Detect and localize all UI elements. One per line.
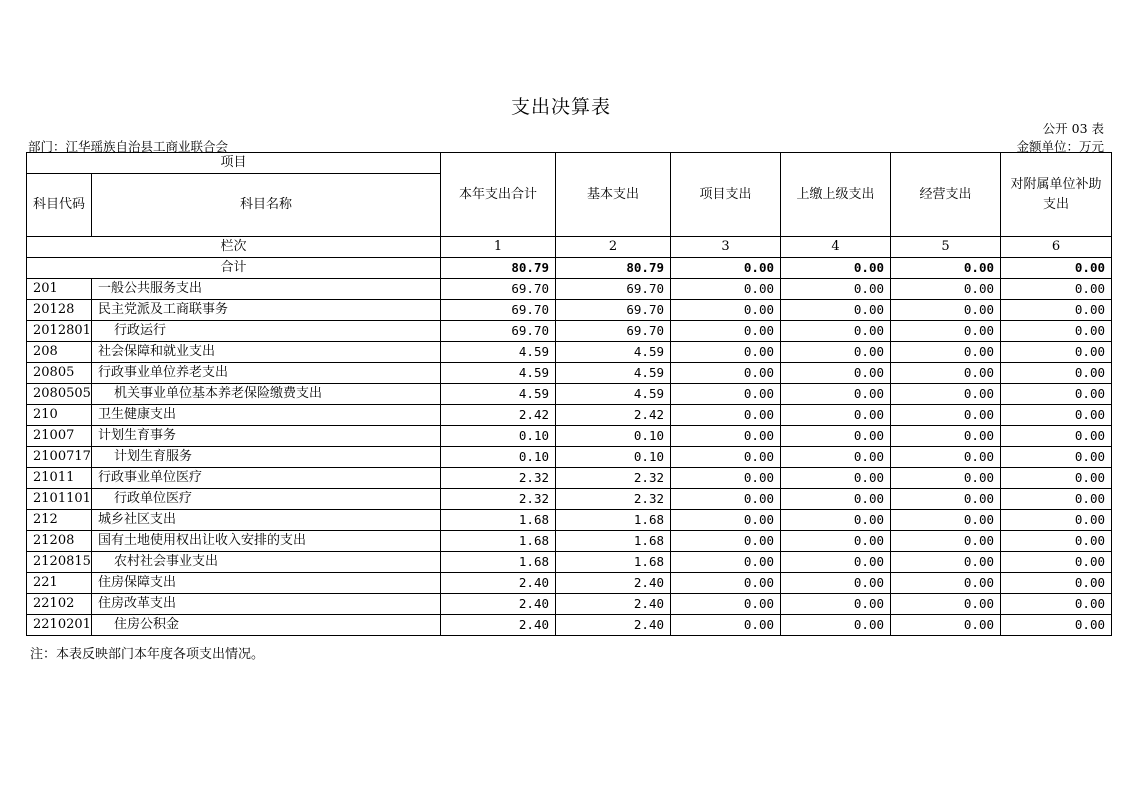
row-value: 0.00 bbox=[781, 489, 891, 510]
table-row bbox=[27, 384, 1112, 405]
row-value: 0.00 bbox=[891, 489, 1001, 510]
header-subsidy: 对附属单位补助支出 bbox=[1001, 153, 1112, 237]
row-value: 69.70 bbox=[441, 300, 556, 321]
row-value: 0.00 bbox=[671, 405, 781, 426]
row-value: 0.00 bbox=[671, 594, 781, 615]
header-basic: 基本支出 bbox=[556, 153, 671, 237]
row-value: 0.00 bbox=[891, 363, 1001, 384]
table-note: 注：本表反映部门本年度各项支出情况。 bbox=[30, 647, 265, 662]
row-value: 0.00 bbox=[671, 531, 781, 552]
row-value: 0.00 bbox=[891, 300, 1001, 321]
row-value: 0.00 bbox=[781, 384, 891, 405]
row-code: 21208 bbox=[27, 531, 92, 552]
row-value: 0.00 bbox=[781, 405, 891, 426]
header-row-column-numbers bbox=[27, 237, 1112, 258]
table-row bbox=[27, 279, 1112, 300]
row-value: 0.00 bbox=[1001, 321, 1112, 342]
total-label: 合计 bbox=[27, 258, 441, 279]
table-row bbox=[27, 342, 1112, 363]
row-value: 0.00 bbox=[671, 384, 781, 405]
row-value: 0.00 bbox=[891, 531, 1001, 552]
row-value: 1.68 bbox=[556, 552, 671, 573]
row-value: 0.00 bbox=[1001, 489, 1112, 510]
row-value: 0.00 bbox=[781, 573, 891, 594]
row-value: 0.00 bbox=[891, 510, 1001, 531]
row-name: 国有土地使用权出让收入安排的支出 bbox=[92, 531, 441, 552]
row-value: 0.00 bbox=[891, 384, 1001, 405]
row-code: 20128 bbox=[27, 300, 92, 321]
row-name: 农村社会事业支出 bbox=[92, 552, 441, 573]
row-value: 0.00 bbox=[671, 489, 781, 510]
row-value: 0.00 bbox=[1001, 342, 1112, 363]
row-value: 0.00 bbox=[671, 573, 781, 594]
row-value: 0.00 bbox=[891, 468, 1001, 489]
row-value: 0.00 bbox=[1001, 405, 1112, 426]
row-code: 2080505 bbox=[27, 384, 92, 405]
row-value: 0.00 bbox=[891, 552, 1001, 573]
row-value: 0.00 bbox=[891, 615, 1001, 636]
row-value: 0.00 bbox=[1001, 552, 1112, 573]
row-value: 69.70 bbox=[556, 300, 671, 321]
row-name: 计划生育事务 bbox=[92, 426, 441, 447]
table-row bbox=[27, 468, 1112, 489]
row-value: 1.68 bbox=[556, 531, 671, 552]
row-name: 住房公积金 bbox=[92, 615, 441, 636]
row-value: 0.00 bbox=[1001, 573, 1112, 594]
row-value: 0.00 bbox=[891, 573, 1001, 594]
row-value: 0.00 bbox=[1001, 279, 1112, 300]
row-value: 0.00 bbox=[1001, 615, 1112, 636]
row-value: 2.32 bbox=[556, 489, 671, 510]
row-code: 2012801 bbox=[27, 321, 92, 342]
row-value: 0.10 bbox=[441, 447, 556, 468]
table-row bbox=[27, 489, 1112, 510]
row-code: 212 bbox=[27, 510, 92, 531]
row-name: 卫生健康支出 bbox=[92, 405, 441, 426]
row-value: 69.70 bbox=[441, 279, 556, 300]
total-value: 0.00 bbox=[891, 258, 1001, 279]
row-value: 1.68 bbox=[441, 552, 556, 573]
row-value: 0.10 bbox=[556, 426, 671, 447]
row-name: 行政事业单位医疗 bbox=[92, 468, 441, 489]
row-name: 住房改革支出 bbox=[92, 594, 441, 615]
row-code: 201 bbox=[27, 279, 92, 300]
row-value: 4.59 bbox=[441, 384, 556, 405]
row-value: 0.00 bbox=[1001, 426, 1112, 447]
header-project: 项目支出 bbox=[671, 153, 781, 237]
row-value: 1.68 bbox=[441, 531, 556, 552]
table-row bbox=[27, 426, 1112, 447]
table-row bbox=[27, 300, 1112, 321]
row-value: 2.40 bbox=[441, 615, 556, 636]
row-code: 2120815 bbox=[27, 552, 92, 573]
row-value: 2.40 bbox=[441, 594, 556, 615]
total-value: 80.79 bbox=[556, 258, 671, 279]
row-value: 69.70 bbox=[441, 321, 556, 342]
row-name: 机关事业单位基本养老保险缴费支出 bbox=[92, 384, 441, 405]
total-value: 0.00 bbox=[671, 258, 781, 279]
row-code: 2210201 bbox=[27, 615, 92, 636]
row-value: 0.00 bbox=[671, 510, 781, 531]
row-value: 69.70 bbox=[556, 279, 671, 300]
total-value: 80.79 bbox=[441, 258, 556, 279]
row-value: 0.00 bbox=[671, 615, 781, 636]
row-value: 2.40 bbox=[556, 573, 671, 594]
row-value: 0.00 bbox=[891, 342, 1001, 363]
header-business: 经营支出 bbox=[891, 153, 1001, 237]
row-name: 行政运行 bbox=[92, 321, 441, 342]
row-value: 0.00 bbox=[781, 510, 891, 531]
header-item-group: 项目 bbox=[27, 153, 441, 174]
row-value: 2.40 bbox=[556, 615, 671, 636]
table-row bbox=[27, 321, 1112, 342]
header-column-label: 栏次 bbox=[27, 237, 441, 258]
table-row bbox=[27, 447, 1112, 468]
row-value: 0.00 bbox=[671, 321, 781, 342]
row-value: 0.00 bbox=[781, 279, 891, 300]
amount-unit: 金额单位：万元 bbox=[1016, 139, 1104, 154]
row-value: 0.00 bbox=[1001, 447, 1112, 468]
row-value: 0.00 bbox=[891, 279, 1001, 300]
row-value: 0.00 bbox=[781, 531, 891, 552]
column-number: 2 bbox=[556, 237, 671, 258]
row-name: 住房保障支出 bbox=[92, 573, 441, 594]
row-value: 0.00 bbox=[781, 468, 891, 489]
table-row bbox=[27, 510, 1112, 531]
row-value: 0.00 bbox=[671, 447, 781, 468]
row-value: 0.00 bbox=[671, 468, 781, 489]
row-value: 2.40 bbox=[556, 594, 671, 615]
row-value: 0.00 bbox=[891, 447, 1001, 468]
row-value: 0.00 bbox=[891, 594, 1001, 615]
table-row bbox=[27, 594, 1112, 615]
table-row bbox=[27, 573, 1112, 594]
row-value: 0.00 bbox=[1001, 300, 1112, 321]
row-code: 2100717 bbox=[27, 447, 92, 468]
row-value: 0.00 bbox=[1001, 510, 1112, 531]
row-value: 0.00 bbox=[781, 615, 891, 636]
row-value: 0.00 bbox=[891, 321, 1001, 342]
table-row bbox=[27, 405, 1112, 426]
form-number: 公开 03 表 bbox=[1042, 121, 1104, 136]
row-value: 4.59 bbox=[441, 363, 556, 384]
row-value: 0.10 bbox=[441, 426, 556, 447]
row-value: 0.10 bbox=[556, 447, 671, 468]
row-value: 4.59 bbox=[441, 342, 556, 363]
row-name: 城乡社区支出 bbox=[92, 510, 441, 531]
column-number: 1 bbox=[441, 237, 556, 258]
row-value: 2.32 bbox=[441, 489, 556, 510]
row-code: 21011 bbox=[27, 468, 92, 489]
row-value: 0.00 bbox=[781, 594, 891, 615]
row-value: 0.00 bbox=[781, 342, 891, 363]
row-value: 0.00 bbox=[891, 405, 1001, 426]
header-total: 本年支出合计 bbox=[441, 153, 556, 237]
row-name: 行政事业单位养老支出 bbox=[92, 363, 441, 384]
row-value: 1.68 bbox=[441, 510, 556, 531]
row-value: 0.00 bbox=[781, 300, 891, 321]
row-code: 210 bbox=[27, 405, 92, 426]
row-value: 0.00 bbox=[781, 426, 891, 447]
row-value: 2.42 bbox=[556, 405, 671, 426]
table-row bbox=[27, 615, 1112, 636]
row-code: 21007 bbox=[27, 426, 92, 447]
header-name: 科目名称 bbox=[92, 174, 441, 237]
header-superior: 上缴上级支出 bbox=[781, 153, 891, 237]
row-value: 0.00 bbox=[671, 300, 781, 321]
row-value: 2.42 bbox=[441, 405, 556, 426]
column-number: 6 bbox=[1001, 237, 1112, 258]
table-row bbox=[27, 552, 1112, 573]
row-value: 0.00 bbox=[671, 342, 781, 363]
header-code: 科目代码 bbox=[27, 174, 92, 237]
header-row-item-group bbox=[27, 153, 1112, 174]
row-value: 0.00 bbox=[781, 363, 891, 384]
row-code: 20805 bbox=[27, 363, 92, 384]
column-number: 5 bbox=[891, 237, 1001, 258]
row-value: 0.00 bbox=[671, 279, 781, 300]
row-value: 0.00 bbox=[1001, 384, 1112, 405]
row-name: 一般公共服务支出 bbox=[92, 279, 441, 300]
row-value: 69.70 bbox=[556, 321, 671, 342]
row-value: 0.00 bbox=[781, 321, 891, 342]
column-number: 3 bbox=[671, 237, 781, 258]
row-value: 0.00 bbox=[671, 363, 781, 384]
row-value: 0.00 bbox=[781, 447, 891, 468]
row-code: 208 bbox=[27, 342, 92, 363]
row-value: 0.00 bbox=[781, 552, 891, 573]
row-value: 0.00 bbox=[1001, 363, 1112, 384]
expenditure-table bbox=[26, 152, 1112, 636]
row-code: 22102 bbox=[27, 594, 92, 615]
row-value: 0.00 bbox=[671, 426, 781, 447]
row-value: 0.00 bbox=[671, 552, 781, 573]
row-name: 社会保障和就业支出 bbox=[92, 342, 441, 363]
row-code: 221 bbox=[27, 573, 92, 594]
row-value: 1.68 bbox=[556, 510, 671, 531]
row-value: 4.59 bbox=[556, 363, 671, 384]
row-value: 2.32 bbox=[556, 468, 671, 489]
row-value: 0.00 bbox=[1001, 594, 1112, 615]
table-row bbox=[27, 363, 1112, 384]
total-value: 0.00 bbox=[1001, 258, 1112, 279]
table-row bbox=[27, 531, 1112, 552]
row-value: 2.40 bbox=[441, 573, 556, 594]
row-value: 0.00 bbox=[891, 426, 1001, 447]
page-title: 支出决算表 bbox=[510, 96, 611, 118]
row-name: 行政单位医疗 bbox=[92, 489, 441, 510]
row-value: 0.00 bbox=[1001, 468, 1112, 489]
department-label: 部门：江华瑶族自治县工商业联合会 bbox=[28, 139, 229, 154]
row-name: 计划生育服务 bbox=[92, 447, 441, 468]
row-value: 4.59 bbox=[556, 342, 671, 363]
total-value: 0.00 bbox=[781, 258, 891, 279]
total-row bbox=[27, 258, 1112, 279]
row-name: 民主党派及工商联事务 bbox=[92, 300, 441, 321]
row-value: 0.00 bbox=[1001, 531, 1112, 552]
row-value: 2.32 bbox=[441, 468, 556, 489]
row-value: 4.59 bbox=[556, 384, 671, 405]
column-number: 4 bbox=[781, 237, 891, 258]
row-code: 2101101 bbox=[27, 489, 92, 510]
